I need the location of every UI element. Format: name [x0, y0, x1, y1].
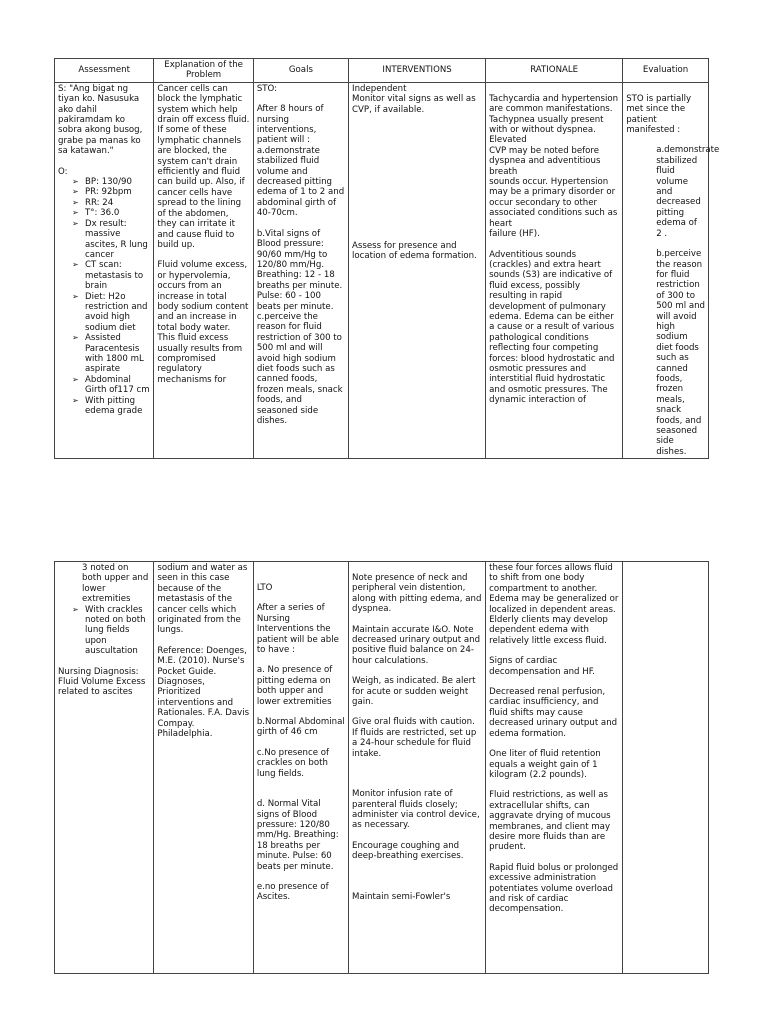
rationale-item: Tachypnea usually present with or without dyspnea. Elevated — [489, 114, 604, 146]
goal-c: c.No presence of crackles on both lung fields. — [256, 747, 330, 779]
objective-list — [58, 177, 150, 416]
reference: Reference: Doenges, M.E. (2010). Nurse's Pocket Guide. Diagnoses, Prioritized interventions and Rationales. F.A. Davis Compay. Philadelphia. — [157, 645, 250, 740]
goals-cell — [253, 562, 348, 974]
goal-e: e.no presence of Ascites. — [256, 881, 329, 903]
list-item: ➢ BP: 130/90 — [72, 177, 150, 187]
assessment-cell — [55, 562, 154, 974]
rationale-item: Tachycardia and hypertension are common manifestations. — [489, 93, 619, 115]
list-item: ➢ RR: 24 — [72, 198, 150, 208]
header-evaluation: Evaluation — [623, 59, 709, 83]
list-item: ➢ Diet: H2o restriction and avoid high sodium diet — [72, 292, 150, 334]
header-interventions: INTERVENTIONS — [349, 59, 486, 83]
interventions-cell — [349, 562, 486, 974]
list-item: ➢ PR: 92bpm — [72, 187, 150, 197]
goal-c: c.perceive the reason for fluid restriction of 300 to 500 ml and will avoid high sodium diet foods such as canned foods, frozen meals, snack foods, and seasoned side dishes. — [256, 311, 343, 426]
header-row — [55, 59, 709, 83]
intervention-item: Maintain semi-Fowler's — [352, 891, 451, 902]
evaluation-b: b.perceive the reason for fluid restriction of 300 to 500 ml and will avoid high sodium diet foods such as canned foods, frozen meals, snack foods, and seasoned side dishes. — [656, 249, 705, 457]
intervention-item: Monitor infusion rate of parenteral fluids closely; administer via control device, as necessary. — [352, 789, 480, 831]
goal-b: b.Vital signs of Blood pressure: 90/60 mm/Hg to 120/80 mm/Hg. Breathing: 12 - 18 breaths per minute. Pulse: 60 - 100 beats per minute. — [256, 228, 343, 312]
assessment-cell — [55, 82, 154, 458]
rationale-item: these four forces allows fluid to shift from one body compartment to another. Edema may be generalized or localized in dependent areas. Elderly clients may develop dependent edema with relatively little excess fluid. — [489, 563, 619, 646]
evaluation-intro: STO is partially met since the patient manifested : — [626, 93, 692, 136]
evaluation-cell — [623, 82, 720, 458]
intervention-item: Assess for presence and location of edema formation. — [352, 241, 477, 262]
explanation-continued: sodium and water as seen in this case because of the metastasis of the cancer cells which originated from the lungs. — [157, 563, 248, 636]
intervention-item: Encourage coughing and deep-breathing exercises. — [352, 840, 464, 862]
intervention-item: Give oral fluids with caution. If fluids are restricted, set up a 24-hour schedule for fluid intake. — [352, 717, 477, 759]
subjective-data: S: "Ang bigat ng tiyan ko. Nasusuka ako dahil pakiramdam ko sobra akong busog, grabe pa manas ko sa katawan." — [58, 83, 143, 157]
rationale-cell — [486, 562, 623, 974]
objective-list — [58, 605, 150, 657]
lto-label: LTO — [256, 583, 273, 593]
rationale-item: Signs of cardiac decompensation and HF. — [489, 656, 595, 677]
goal-a: a.demonstrate stabilized fluid volume and decreased pitting edema of 1 to 2 and abdominal girth of 40-70cm. — [256, 145, 345, 219]
list-item: ➢ Dx result: massive ascites, R lung cancer — [72, 219, 150, 261]
list-item: ➢ With crackles noted on both lung fields upon auscultation — [72, 605, 150, 657]
header-goals: Goals — [253, 59, 348, 83]
explanation-cell — [154, 562, 253, 974]
care-plan-table-page-2 — [54, 561, 709, 974]
rationale-item: sounds occur. Hypertension may be a primary disorder or — [489, 177, 616, 198]
intervention-item: Maintain accurate I&O. Note decreased urinary output and positive fluid balance on 24-hour calculations. — [352, 624, 481, 666]
rationale-item: Fluid restrictions, as well as extracellular shifts, can aggravate drying of mucous membranes, and client may desire more fluids than are prudent. — [489, 790, 611, 853]
nursing-diagnosis: Nursing Diagnosis: Fluid Volume Excess related to ascites — [58, 666, 146, 698]
body-row — [55, 562, 709, 974]
assessment-continued: 3 noted on both upper and lower extremities — [82, 563, 149, 605]
rationale-item: failure (HF). — [489, 229, 540, 240]
explanation-paragraph: Fluid volume excess, or hypervolemia, occurs from an increase in total body sodium content and an increase in total body water. This fluid excess usually results from compromised regulatory mechanisms for — [157, 260, 249, 385]
rationale-item: CVP may be noted before dyspnea and adventitious breath — [489, 145, 601, 177]
evaluation-cell — [623, 562, 709, 974]
intervention-item: Note presence of neck and peripheral vein distention, along with pitting edema, and dyspnea. — [352, 573, 482, 615]
goals-intro: After 8 hours of nursing interventions, patient will : — [256, 104, 324, 146]
intervention-item: Weigh, as indicated. Be alert for acute or sudden weight gain. — [352, 676, 476, 708]
list-item: ➢ Assisted Paracentesis with 1800 mL aspirate — [72, 333, 150, 375]
goal-b: b.Normal Abdominal girth of 46 cm — [256, 717, 345, 738]
goal-d: d. Normal Vital signs of Blood pressure: 120/80 mm/Hg. Breathing: 18 breaths per minute. Pulse: 60 beats per minute. — [256, 799, 339, 872]
header-assessment: Assessment — [55, 59, 154, 83]
care-plan-table-page-1 — [54, 58, 720, 459]
rationale-item: Decreased renal perfusion, cardiac insufficiency, and fluid shifts may cause decreased urinary output and edema formation. — [489, 687, 618, 739]
rationale-item: Rapid fluid bolus or prolonged excessive administration potentiates volume overload and risk of cardiac decompensation. — [489, 862, 619, 915]
goals-cell — [253, 82, 348, 458]
rationale-item: Adventitious sounds (crackles) and extra heart sounds (S3) are indicative of fluid excess, possibly resulting in rapid development of pulmonary edema. Edema can be either a cause or a result of various pathological conditions reflecting four competing forces: blood hydrostatic and osmotic pressures and interstitial fluid hydrostatic and osmotic pressures. The dynamic interaction of — [489, 249, 615, 406]
list-item: ➢ T°: 36.0 — [72, 208, 150, 218]
independent-label: Independent — [352, 83, 407, 94]
list-item: ➢ CT scan: metastasis to brain — [72, 260, 150, 291]
sto-label: STO: — [256, 83, 278, 94]
header-rationale: RATIONALE — [486, 59, 623, 83]
evaluation-a: a.demonstrate stabilized fluid volume and decreased pitting edema of 2 . — [656, 145, 720, 239]
interventions-cell — [349, 82, 486, 458]
goals-intro: After a series of Nursing Interventions the patient will be able to have : — [256, 603, 339, 656]
explanation-paragraph: Cancer cells can block the lymphatic system which help drain off excess fluid. If some of these lymphatic channels are blocked, the system can't drain efficiently and fluid can build up. Also, if cancer cells have spread to the lining of the abdomen, they can irritate it and cause fluid to build up. — [157, 83, 250, 250]
body-row — [55, 82, 709, 458]
goal-a: a. No presence of pitting edema on both upper and lower extremities — [256, 665, 333, 707]
list-item: ➢ Abdominal Girth of117 cm — [72, 375, 150, 396]
rationale-item: occur secondary to other associated conditions such as heart — [489, 197, 618, 229]
rationale-item: One liter of fluid retention equals a weight gain of 1 kilogram (2.2 pounds). — [489, 749, 601, 780]
explanation-cell — [154, 82, 253, 458]
rationale-cell — [486, 82, 623, 458]
header-explanation: Explanation of the Problem — [154, 59, 253, 83]
intervention-item: Monitor vital signs as well as CVP, if available. — [352, 94, 476, 115]
objective-label: O: — [58, 166, 68, 177]
list-item: ➢ With pitting edema grade — [72, 396, 150, 417]
